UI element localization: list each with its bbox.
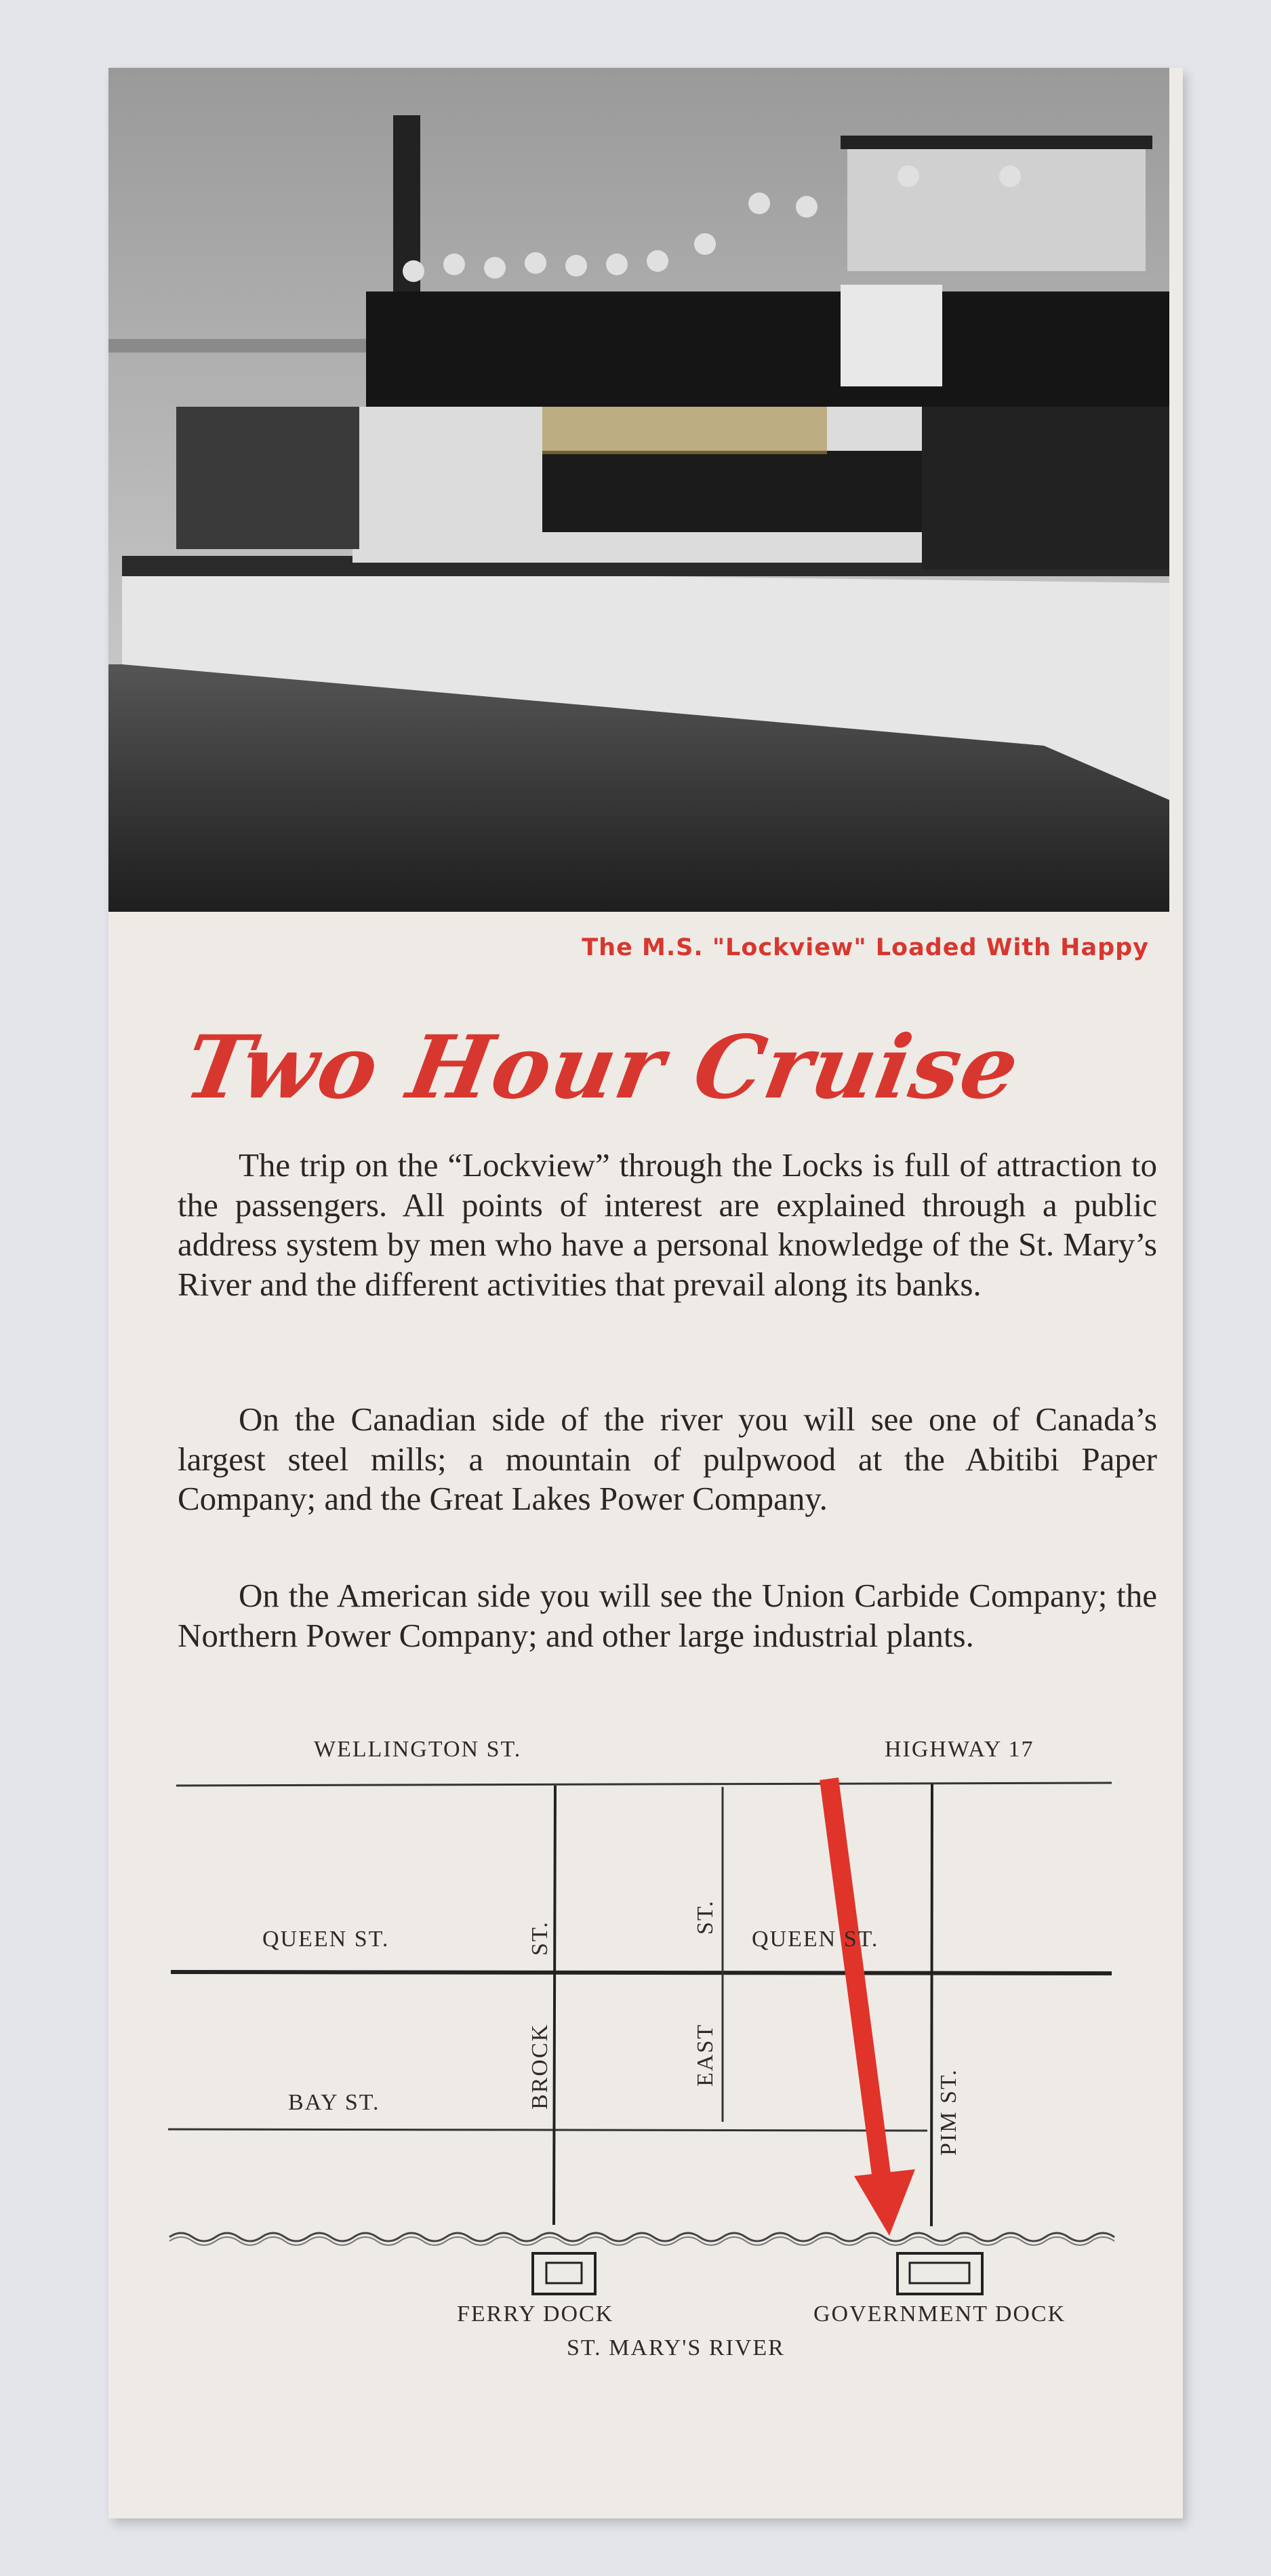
brock-street-line — [554, 1786, 555, 2225]
label-east: EAST — [693, 2024, 718, 2087]
label-brock: BROCK — [527, 2023, 552, 2110]
label-bay-st: BAY ST. — [288, 2090, 380, 2115]
label-pim-st: PIM ST. — [936, 2068, 961, 2156]
label-wellington-st: WELLINGTON ST. — [314, 1737, 522, 1762]
label-ferry-dock: FERRY DOCK — [457, 2301, 614, 2327]
government-dock-icon — [897, 2253, 982, 2294]
paragraph-intro: The trip on the “Lockview” through the Locks is full of attraction to the passengers. All points of interest are explained through a public address system by men who have a personal knowledge of the St. Mary’s River and the different activities that prevail along its banks. — [178, 1146, 1157, 1303]
label-st-marys-river: ST. MARY'S RIVER — [567, 2335, 785, 2360]
label-government-dock: GOVERNMENT DOCK — [813, 2301, 1066, 2327]
photo-caption: The M.S. "Lockview" Loaded With Happy — [582, 934, 1149, 961]
paragraph-american-side: On the American side you will see the Union Carbide Company; the Northern Power Company; and other large industrial plants. — [178, 1577, 1157, 1654]
ferry-dock-icon — [533, 2253, 595, 2294]
wellington-street-line — [176, 1783, 1112, 1786]
label-east-st-suffix: ST. — [693, 1899, 718, 1935]
bay-street-line — [168, 2129, 927, 2131]
label-queen-st-east: QUEEN ST. — [752, 1927, 879, 1952]
page-title: Two Hour Cruise — [177, 1017, 1028, 1119]
queen-street-line — [171, 1972, 1112, 1973]
label-queen-st-west: QUEEN ST. — [262, 1927, 390, 1952]
label-highway-17: HIGHWAY 17 — [885, 1737, 1034, 1762]
direction-arrow-icon — [829, 1779, 915, 2236]
pim-street-line — [931, 1784, 932, 2226]
label-brock-st-suffix: ST. — [527, 1920, 552, 1956]
paragraph-canadian-side: On the Canadian side of the river you will see one of Canada’s largest steel mills; a mountain of pulpwood at the Abitibi Paper Company; and the Great Lakes Power Company. — [178, 1401, 1157, 1517]
